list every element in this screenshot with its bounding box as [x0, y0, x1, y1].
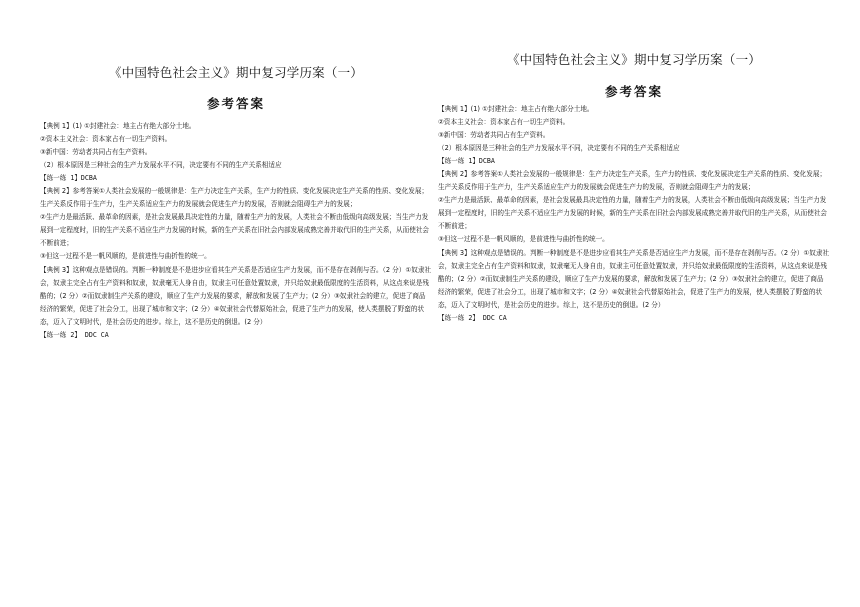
- example-1-part-1: 【典例 1】(1) ①封建社会：地主占有绝大部分土地。: [438, 105, 594, 113]
- practice-1-answer: 【练一练 1】DCBA: [438, 157, 495, 166]
- example-2-part-2: ②生产力是最活跃、最革命的因素，是社会发展最具决定性的力量，随着生产力的发展，人类社会不断由低级向高级发展；当生产力发展到一定程度时，旧的生产关系不适应生产力发展的时候，新的生产关系在旧社会内部发展成熟完善并取代旧的生产关系，从而使社会不断前进；: [438, 196, 828, 231]
- example-1-part-3: ③新中国：劳动者共同占有生产资料。: [438, 131, 550, 140]
- example-1-part-1: 【典例 1】(1) ①封建社会：地主占有绝大部分土地。: [40, 122, 196, 130]
- example-2-part-2: ②生产力是最活跃、最革命的因素，是社会发展最具决定性的力量，随着生产力的发展，人类社会不断由低级向高级发展；当生产力发展到一定程度时，旧的生产关系不适应生产力发展的时候，新的生产关系在旧社会内部发展成熟完善并取代旧的生产关系，从而使社会不断前进；: [40, 213, 430, 248]
- example-2-part-1: 【典例 2】参考答案①人类社会发展的一般规律是：生产力决定生产关系，生产力的性质、变化发展决定生产关系的性质、变化发展；生产关系反作用于生产力，生产关系适应生产力的发展就会促进生产力的发展，否则就会阻碍生产力的发展；: [438, 170, 827, 192]
- example-3-answer: 【典例 3】这种观点是错误的。判断一种制度是不是进步应看其生产关系是否适应生产力发展，而不是存在剥削与否。（2 分）①奴隶社会，奴隶主完全占有生产资料和奴隶，奴隶毫无人身自由，奴隶主可任意处置奴隶，并只给奴隶最低限度的生活资料，从这点来说是残酷的；(2 分）②而奴隶制生产关系的建设，顺应了生产力发展的要求，解放和发展了生产力；(2 分）③奴隶社会的建立，促进了商品经济的繁荣，促进了社会分工，出现了城市和文字；(2 分）④奴隶社会代替原始社会，促进了生产力的发展，使人类摆脱了野蛮的状态，迈入了文明时代，是社会历史的进步。综上，这不是历史的倒退。(2 分）: [438, 248, 830, 309]
- example-2-part-3: ③但这一过程不是一帆风顺的，是前进性与曲折性的统一。: [40, 252, 211, 261]
- example-2-part-1: 【典例 2】参考答案①人类社会发展的一般规律是：生产力决定生产关系，生产力的性质、变化发展决定生产关系的性质、变化发展；生产关系反作用于生产力，生产关系适应生产力的发展就会促进生产力的发展，否则就会阻碍生产力的发展；: [40, 187, 429, 209]
- practice-2-answer: 【练一练 2】 DDC CA: [40, 330, 109, 339]
- example-1-part-2: ②资本主义社会：资本家占有一切生产资料。: [438, 118, 570, 127]
- example-1-part-3: ③新中国：劳动者共同占有生产资料。: [40, 148, 152, 157]
- example-1-part-4: （2）根本原因是三种社会的生产力发展水平不同，决定要有不同的生产关系相适应: [438, 144, 680, 153]
- practice-1-answer: 【练一练 1】DCBA: [40, 174, 97, 183]
- page-title: 《中国特色社会主义》期中复习学历案（一）: [506, 52, 761, 67]
- answer-heading: 参考答案: [604, 84, 663, 99]
- example-1-part-2: ②资本主义社会：资本家占有一切生产资料。: [40, 135, 172, 144]
- right-page: [438, 0, 830, 325]
- example-3-answer: 【典例 3】这种观点是错误的。判断一种制度是不是进步应看其生产关系是否适应生产力发展，而不是存在剥削与否。（2 分）①奴隶社会，奴隶主完全占有生产资料和奴隶，奴隶毫无人身自由，奴隶主可任意处置奴隶，并只给奴隶最低限度的生活资料，从这点来说是残酷的；(2 分）②而奴隶制生产关系的建设，顺应了生产力发展的要求，解放和发展了生产力；(2 分）③奴隶社会的建立，促进了商品经济的繁荣，促进了社会分工，出现了城市和文字；(2 分）④奴隶社会代替原始社会，促进了生产力的发展，使人类摆脱了野蛮的状态，迈入了文明时代，是社会历史的进步。综上，这不是历史的倒退。(2 分）: [40, 265, 432, 326]
- page-title: 《中国特色社会主义》期中复习学历案（一）: [108, 65, 363, 80]
- example-1-part-4: （2）根本原因是三种社会的生产力发展水平不同，决定要有不同的生产关系相适应: [40, 161, 282, 170]
- example-2-part-3: ③但这一过程不是一帆风顺的，是前进性与曲折性的统一。: [438, 235, 609, 244]
- practice-2-answer: 【练一练 2】 DDC CA: [438, 313, 507, 322]
- answer-heading: 参考答案: [206, 96, 265, 111]
- left-page: [40, 0, 432, 342]
